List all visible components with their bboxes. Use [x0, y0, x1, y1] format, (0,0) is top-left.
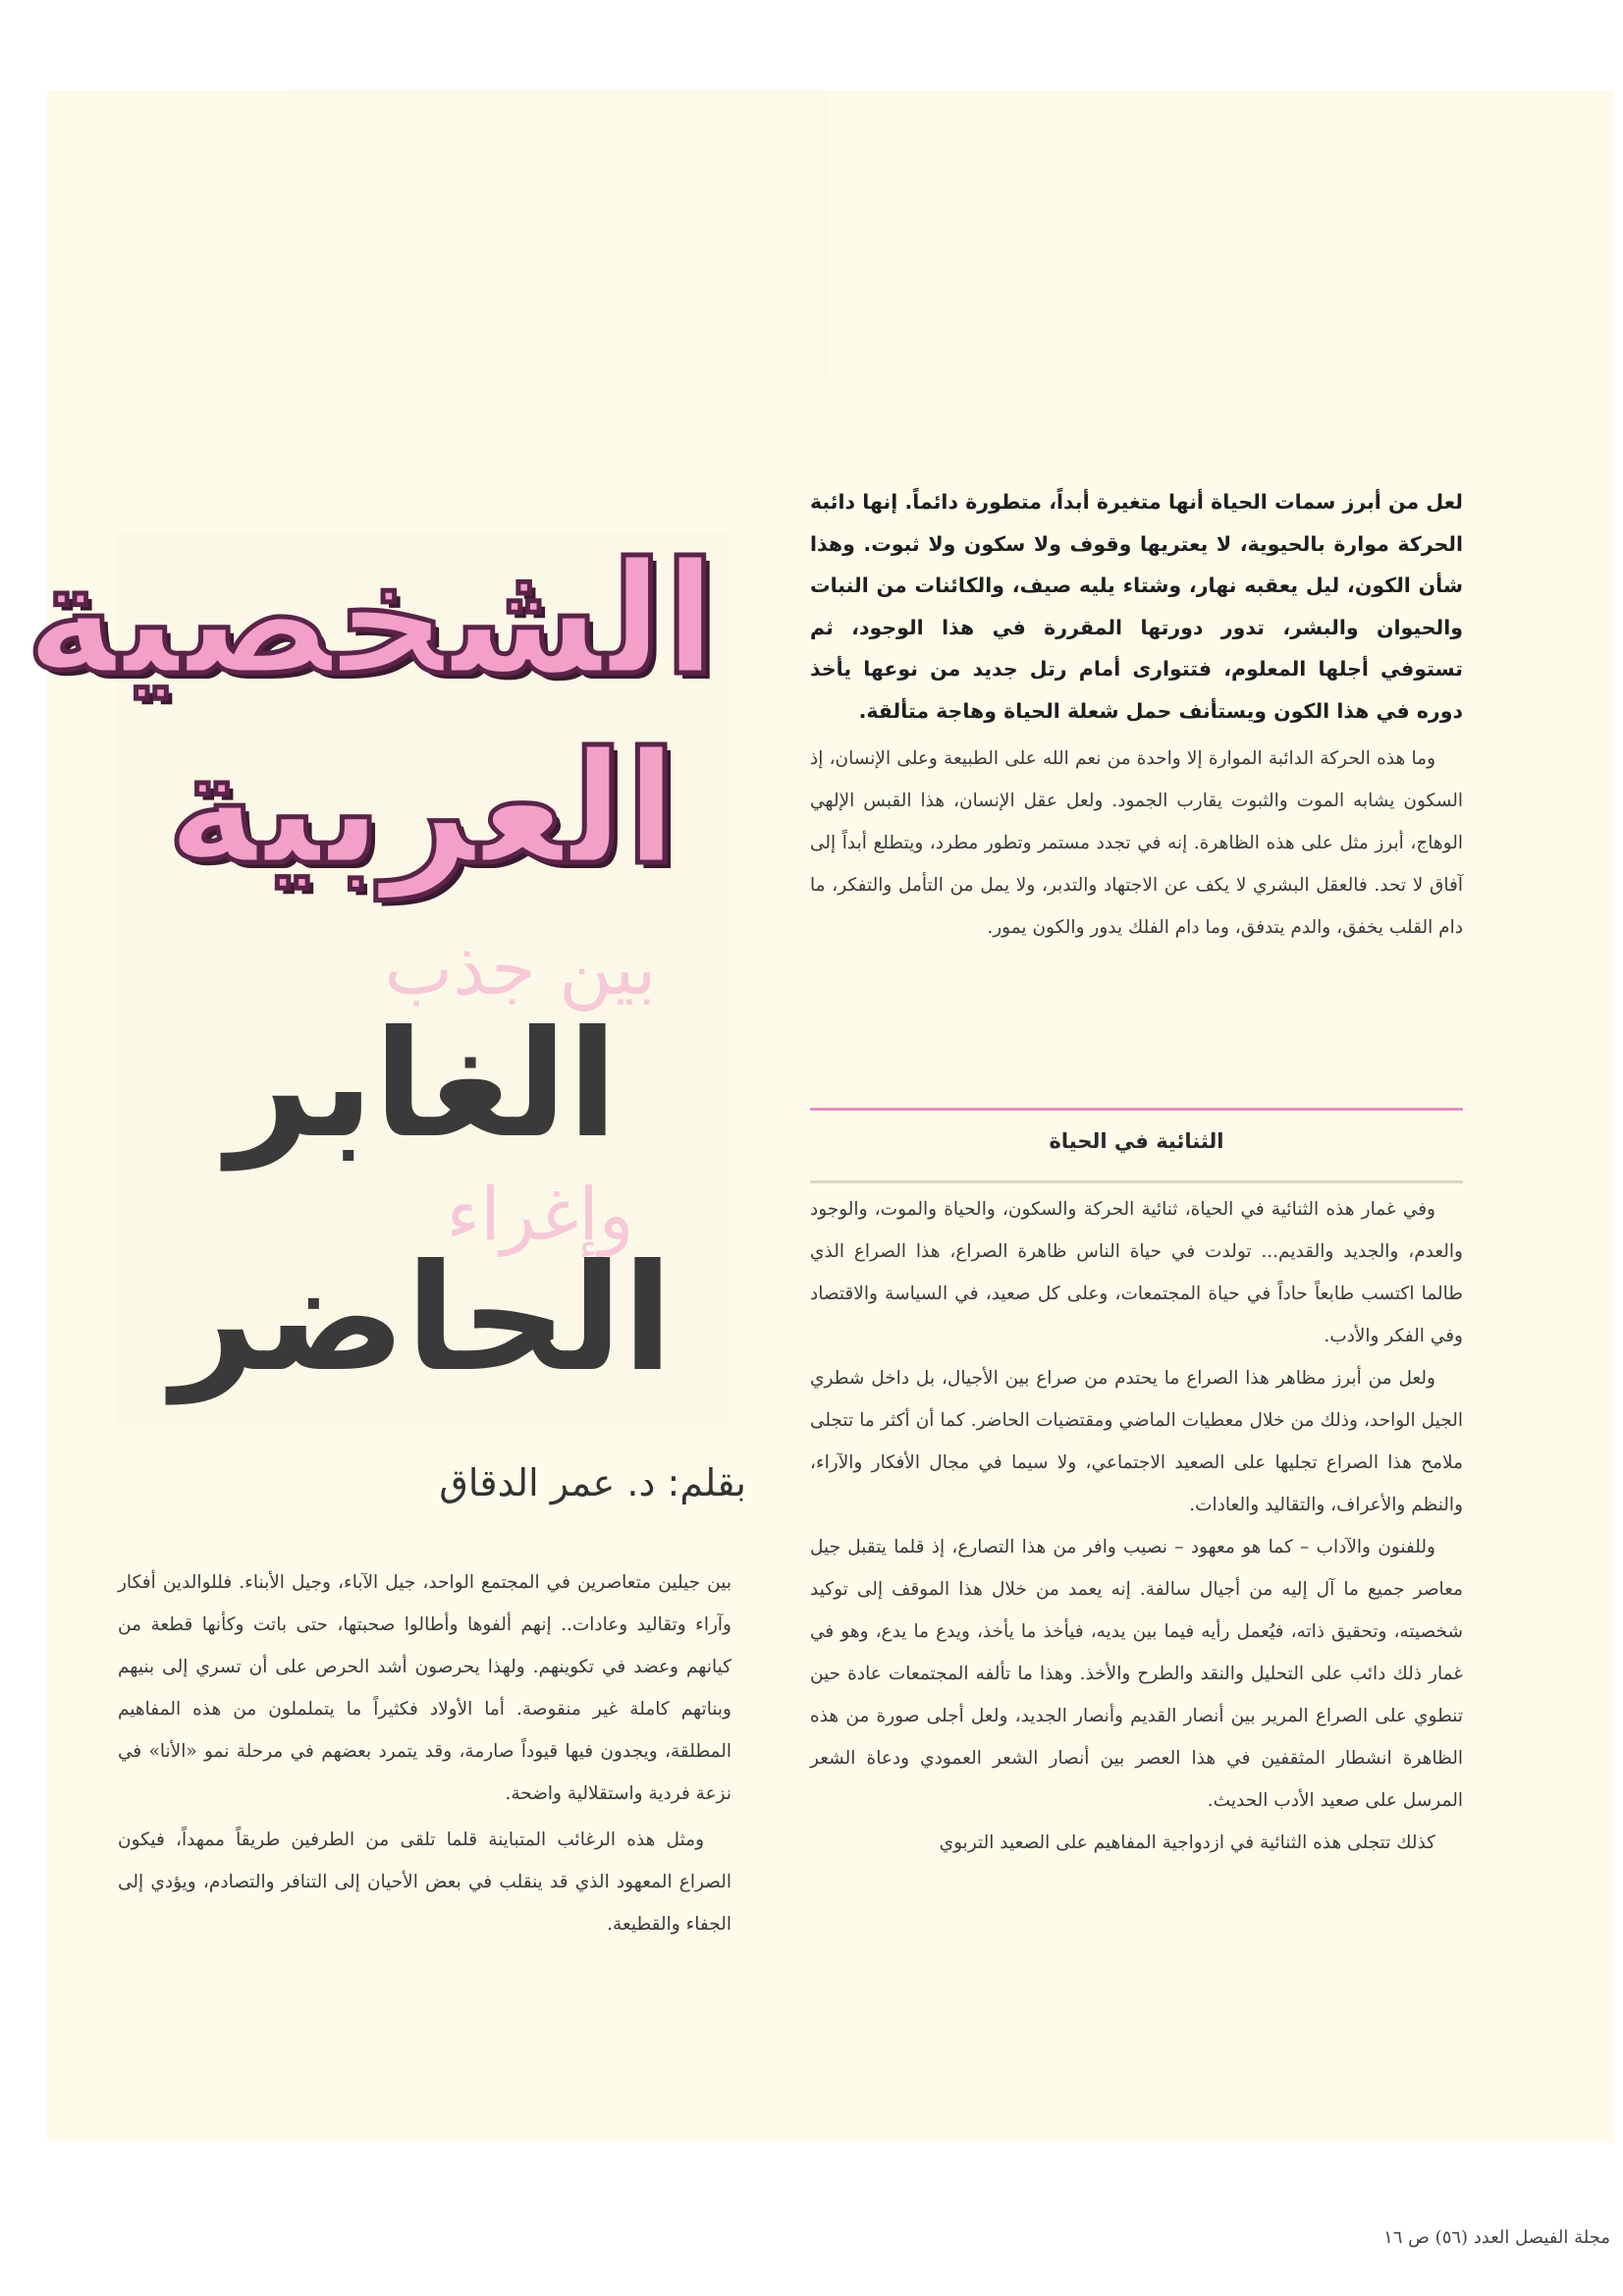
section-separator	[810, 1108, 1463, 1111]
faded-photo-area	[283, 90, 828, 375]
title-line-3: بين جذب	[384, 927, 657, 1011]
section-paragraph-4: كذلك تتجلى هذه الثنائية في ازدواجية المفاهيم على الصعيد التربوي	[939, 1832, 1435, 1853]
title-line-4: الغابر	[226, 1000, 619, 1171]
page-footer: مجلة الفيصل العدد (٥٦) ص ١٦	[1383, 2227, 1610, 2248]
left-column	[118, 1561, 731, 1945]
intro-paragraph-bold: لعل من أبرز سمات الحياة أنها متغيرة أبداً، متطورة دائماً. إنها دائبة الحركة موارة بالحيوية، لا يعتريها وقوف ولا سكون ولا ثبوت. وهذا شأن الكون، ليل يعقبه نهار، وشتاء يليه صيف، والكائنات من النبات والحيوان والبشر، تدور دورتها المقررة في هذا الوجود، ثم تستوفي أجلها المعلوم، فتتوارى أمام رتل جديد من نوعها يأخذ دوره في هذا الكون ويستأنف حمل شعلة الحياة وهاجة متألقة.	[810, 490, 1463, 723]
left-paragraph-1: بين جيلين متعاصرين في المجتمع الواحد، جيل الآباء، وجيل الأبناء. فللوالدين أفكار وآراء وتقاليد وعادات.. إنهم ألفوها وأطالوا صحبتها، حتى باتت وكأنها قطعة من كيانهم وعضد في تكوينهم. ولهذا يحرصون أشد الحرص على أن تسري إلى بنيهم وبناتهم كاملة غير منقوصة. أما الأولاد فكثيراً ما يتململون من هذه المفاهيم المطلقة، ويجدون فيها قيوداً صارمة، وقد يتمرد بعضهم في مرحلة نمو «الأنا» في نزعة فردية واستقلالية واضحة.	[118, 1572, 731, 1804]
section-paragraph-1: وفي غمار هذه الثنائية في الحياة، ثنائية الحركة والسكون، والحياة والموت، والوجود والعدم، والجديد والقديم... تولدت في حياة الناس ظاهرة الصراع، هذا الصراع الذي طالما اكتسب طابعاً حاداً في حياة المجتمعات، وعلى كل صعيد، في السياسة والاقتصاد وفي الفكر والأدب.	[810, 1199, 1463, 1346]
title-line-2: العربية	[166, 719, 678, 900]
section-rule	[810, 1180, 1463, 1183]
section-column	[810, 1188, 1463, 1864]
author-byline: بقلم: د. عمر الدقاق	[439, 1461, 746, 1504]
section-heading: الثنائية في الحياة	[1049, 1129, 1224, 1153]
section-paragraph-2: ولعل من أبرز مظاهر هذا الصراع ما يحتدم من صراع بين الأجيال، بل داخل شطري الجيل الواحد، وذلك من خلال معطيات الماضي ومقتضيات الحاضر. كما أن أكثر ما تتجلى ملامح هذا الصراع تجليها على الصعيد الاجتماعي، ولا سيما في مجال الأفكار والآراء، والنظم والأعراف، والتقاليد والعادات.	[810, 1368, 1463, 1515]
title-line-5: وإغراء	[446, 1173, 634, 1257]
intro-column	[810, 481, 1463, 949]
title-line-6: الحاضر	[171, 1233, 674, 1404]
title-line-1: الشخصية	[25, 529, 717, 710]
left-paragraph-2: ومثل هذه الرغائب المتباينة قلما تلقى من الطرفين طريقاً ممهداً، فيكون الصراع المعهود الذي قد ينقلب في بعض الأحيان إلى التنافر والتصادم، ويؤدي إلى الجفاء والقطيعة.	[118, 1830, 731, 1935]
intro-paragraph: وما هذه الحركة الدائبة الموارة إلا واحدة من نعم الله على الطبيعة وعلى الإنسان، إذ السكون يشابه الموت والثبوت يقارب الجمود. ولعل عقل الإنسان، هذا القبس الإلهي الوهاج، أبرز مثل على هذه الظاهرة. إنه في تجدد مستمر وتطور مطرد، ويتطلع أبداً إلى آفاق لا تحد. فالعقل البشري لا يكف عن الاجتهاد والتدبر، ولا يمل من التأمل والتفكر، ما دام القلب يخفق، والدم يتدفق، وما دام الفلك يدور والكون يمور.	[810, 748, 1463, 938]
section-paragraph-3: وللفنون والآداب – كما هو معهود – نصيب وافر من هذا التصارع، إذ قلما يتقبل جيل معاصر جميع ما آل إليه من أجيال سالفة. إنه يعمد من خلال هذا الموقف إلى توكيد شخصيته، وتحقيق ذاته، فيُعمل رأيه فيما بين يديه، فيأخذ ما يأخذ، ويدع ما يدع، وهو في غمار ذلك دائب على التحليل والنقد والطرح والأخذ. وهذا ما تألفه المجتمعات عادة حين تنطوي على الصراع المرير بين أنصار القديم وأنصار الجديد، ولعل أجلى صورة من هذه الظاهرة انشطار المثقفين في هذا العصر بين أنصار الشعر العمودي ودعاة الشعر المرسل على صعيد الأدب الحديث.	[810, 1537, 1463, 1811]
